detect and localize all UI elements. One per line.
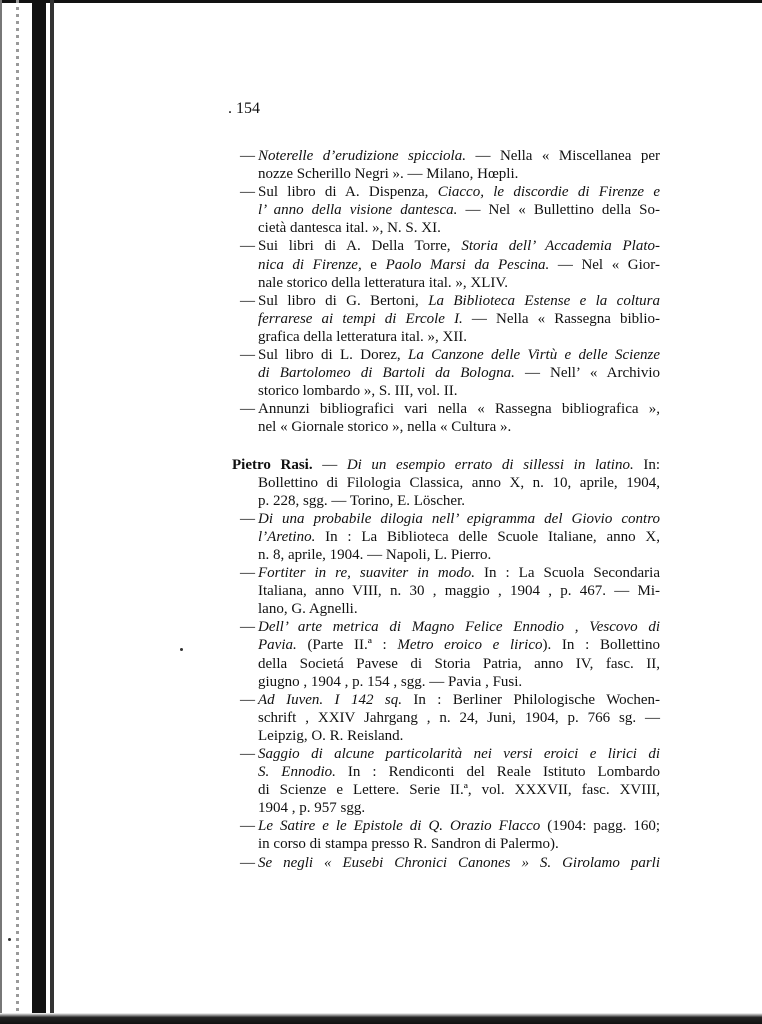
- text-line: [240, 256, 660, 274]
- text-line: [240, 165, 660, 183]
- title-text: Di un esempio errato di sillessi in latino.: [346, 456, 634, 473]
- text-line: [240, 763, 660, 781]
- citation-text: Bollettino di Filologia Classica, anno X, n. 10, aprile, 1904,: [258, 474, 660, 491]
- title-text: l’ anno della visione dantesca.: [258, 202, 458, 219]
- title-text: Ciacco, le discordie di Firenze e: [437, 184, 660, 201]
- title-text: Metro eroico e lirico: [397, 637, 543, 654]
- citation-text: e: [361, 256, 386, 273]
- citation-text: — Nell’ « Archivio: [514, 365, 660, 382]
- text-line: [240, 510, 660, 528]
- text-line: [240, 201, 660, 219]
- entry-dash: —: [240, 818, 255, 835]
- citation-text: schrift , XXIV Jahrgang , n. 24, Juni, 1904, p. 766 sg. —: [258, 709, 660, 726]
- bibliography-entry: [240, 510, 660, 564]
- citation-text: — Nella « Rassegna biblio-: [462, 310, 660, 327]
- text-line: [240, 854, 660, 872]
- citation-text: lano, G. Agnelli.: [258, 601, 358, 618]
- bibliography-entry: [240, 817, 660, 853]
- citation-text: p. 228, sgg. — Torino, E. Löscher.: [258, 492, 465, 509]
- citation-text: Leipzig, O. R. Reisland.: [258, 727, 404, 744]
- text-line: [240, 673, 660, 691]
- entry-dash: —: [240, 565, 255, 582]
- text-line: [240, 727, 660, 745]
- entry-dash: —: [240, 292, 255, 309]
- entry-dash: —: [240, 510, 255, 527]
- citation-text: In : La Biblioteca delle Scuole Italiane, anno X,: [315, 528, 660, 545]
- text-line: [240, 835, 660, 853]
- citation-text: nozze Scherillo Negri ». — Milano, Hœpli.: [258, 166, 519, 183]
- title-text: l’Aretino.: [258, 528, 316, 545]
- scan-binding-shadow: [32, 0, 46, 1024]
- text-line: [240, 636, 660, 654]
- title-text: di Bartolomeo di Bartoli da Bologna.: [258, 365, 515, 382]
- citation-text: — Nel « Bullettino della So-: [457, 202, 660, 219]
- citation-text: nel « Giornale storico », nella « Cultura ».: [258, 419, 512, 436]
- bibliography-entry: [240, 564, 660, 618]
- citation-text: —: [312, 456, 347, 473]
- entry-dash: —: [240, 347, 255, 364]
- text-line: [240, 183, 660, 201]
- title-text: Saggio di alcune particolarità nei versi eroici e lirici di: [258, 746, 660, 762]
- citation-text: giugno , 1904 , p. 154 , sgg. — Pavia , Fusi.: [258, 673, 523, 690]
- ink-speck: [180, 648, 183, 651]
- text-line: [240, 418, 660, 436]
- title-text: S. Ennodio.: [258, 764, 336, 781]
- text-line: [240, 691, 660, 709]
- citation-text: storico lombardo », S. III, vol. II.: [258, 383, 458, 400]
- author-name: Pietro Rasi.: [232, 456, 313, 473]
- ink-speck: [8, 938, 11, 941]
- scan-binding-edge: [16, 0, 19, 1024]
- citation-text: Italiana, anno VIII, n. 30 , maggio , 1904 , p. 467. — Mi-: [258, 583, 660, 600]
- citation-text: (Parte II.ª :: [296, 637, 398, 654]
- title-text: Noterelle d’erudizione spicciola.: [258, 148, 466, 164]
- entry-dash: —: [240, 746, 255, 762]
- bibliography-entry: [240, 691, 660, 745]
- citation-text: nale storico della letteratura ital. », XLIV.: [258, 274, 509, 291]
- entry-dash: —: [240, 148, 255, 164]
- text-line: [240, 745, 660, 763]
- text-line: [240, 346, 660, 364]
- text-line: [240, 781, 660, 799]
- citation-text: cietà dantesca ital. », N. S. XI.: [258, 220, 441, 237]
- bibliography-entry: [240, 292, 660, 346]
- entry-dash: —: [240, 238, 255, 255]
- bibliography-entry: [240, 618, 660, 690]
- citation-text: Sul libro di A. Dispenza,: [258, 184, 438, 201]
- bibliography-entry: [240, 346, 660, 400]
- title-text: Le Satire e le Epistole di Q. Orazio Flacco: [258, 818, 541, 835]
- title-text: La Canzone delle Virtù e delle Scienze: [407, 347, 660, 364]
- bibliography-entry: [240, 183, 660, 237]
- bibliography-entry: [240, 745, 660, 817]
- text-line: [240, 709, 660, 727]
- text-line: [240, 582, 660, 600]
- citation-text: Annunzi bibliografici vari nella « Rassegna bibliografica »,: [258, 401, 660, 418]
- title-text: Pavia.: [258, 637, 297, 654]
- citation-text: di Scienze e Lettere. Serie II.ª, vol. XXXVII, fasc. XVIII,: [258, 782, 660, 799]
- page-number: . 154: [228, 100, 260, 117]
- title-text: nica di Firenze,: [258, 256, 362, 273]
- citation-text: — Nella « Miscellanea per: [465, 148, 660, 164]
- text-line: [240, 817, 660, 835]
- text-line: [240, 292, 660, 310]
- text-line: [240, 400, 660, 418]
- title-text: Dell’ arte metrica di Magno Felice Ennodio , Vescovo di: [258, 619, 660, 636]
- text-line: [240, 364, 660, 382]
- text-line: [240, 474, 660, 492]
- scan-edge-top: [0, 0, 762, 3]
- citation-text: grafica della letteratura ital. », XII.: [258, 328, 468, 345]
- citation-text: 1904 , p. 957 sgg.: [258, 800, 366, 817]
- text-line: [240, 219, 660, 237]
- title-text: Storia dell’ Accademia Plato-: [461, 238, 660, 255]
- citation-text: In : Rendiconti del Reale Istituto Lombardo: [335, 764, 660, 781]
- citation-text: In:: [633, 456, 660, 473]
- entry-dash: —: [240, 619, 255, 636]
- citation-text: della Societá Pavese di Storia Patria, anno IV, fasc. II,: [258, 655, 660, 672]
- citation-text: in corso di stampa presso R. Sandron di Palermo).: [258, 836, 559, 853]
- citation-text: Sul libro di G. Bertoni,: [258, 292, 429, 309]
- bibliography-entry: [240, 237, 660, 291]
- citation-text: Sul libro di L. Dorez,: [258, 347, 408, 364]
- text-line: [240, 799, 660, 817]
- text-line: [240, 328, 660, 346]
- citation-text: In : Berliner Philologische Wochen-: [401, 691, 660, 708]
- scan-edge-bottom: [0, 1013, 762, 1024]
- text-line: [240, 492, 660, 510]
- bibliography-entry: [240, 400, 660, 436]
- entry-dash: —: [240, 691, 255, 708]
- text-line: [240, 546, 660, 564]
- text-line: [240, 274, 660, 292]
- author-entry: [232, 456, 660, 510]
- entry-dash: —: [240, 184, 255, 201]
- scan-binding-edge: [0, 0, 2, 1024]
- scan-binding-shadow: [50, 0, 54, 1024]
- title-text: ferrarese ai tempi di Ercole I.: [258, 310, 463, 327]
- text-line: [240, 237, 660, 255]
- text-line: [240, 618, 660, 636]
- text-line: [232, 456, 660, 474]
- text-line: [240, 528, 660, 546]
- citation-text: In : La Scuola Secondaria: [474, 565, 660, 582]
- title-text: La Biblioteca Estense e la coltura: [428, 292, 660, 309]
- text-line: [240, 382, 660, 400]
- text-line: [240, 600, 660, 618]
- title-text: Di una probabile dilogia nell’ epigramma del Giovio contro: [258, 510, 660, 527]
- citation-text: n. 8, aprile, 1904. — Napoli, L. Pierro.: [258, 546, 492, 563]
- citation-text: Sui libri di A. Della Torre,: [258, 238, 462, 255]
- title-text: Se negli « Eusebi Chronici Canones » S. Girolamo parli: [258, 854, 660, 871]
- citation-text: (1904: pagg. 160;: [540, 818, 660, 835]
- entry-dash: —: [240, 401, 255, 418]
- text-line: [240, 564, 660, 582]
- citation-text: — Nel « Gior-: [549, 256, 660, 273]
- citation-text: ). In : Bollettino: [542, 637, 660, 654]
- title-text: Ad Iuven. I 142 sq.: [258, 691, 402, 708]
- text-line: [240, 310, 660, 328]
- text-line: [240, 655, 660, 673]
- bibliography-entry: [240, 854, 660, 872]
- entry-dash: —: [240, 854, 255, 871]
- title-text: Fortiter in re, suaviter in modo.: [258, 565, 475, 582]
- bibliography-list: [232, 147, 660, 872]
- text-line: [240, 147, 660, 165]
- title-text: Paolo Marsi da Pescina.: [385, 256, 550, 273]
- bibliography-entry: [240, 147, 660, 183]
